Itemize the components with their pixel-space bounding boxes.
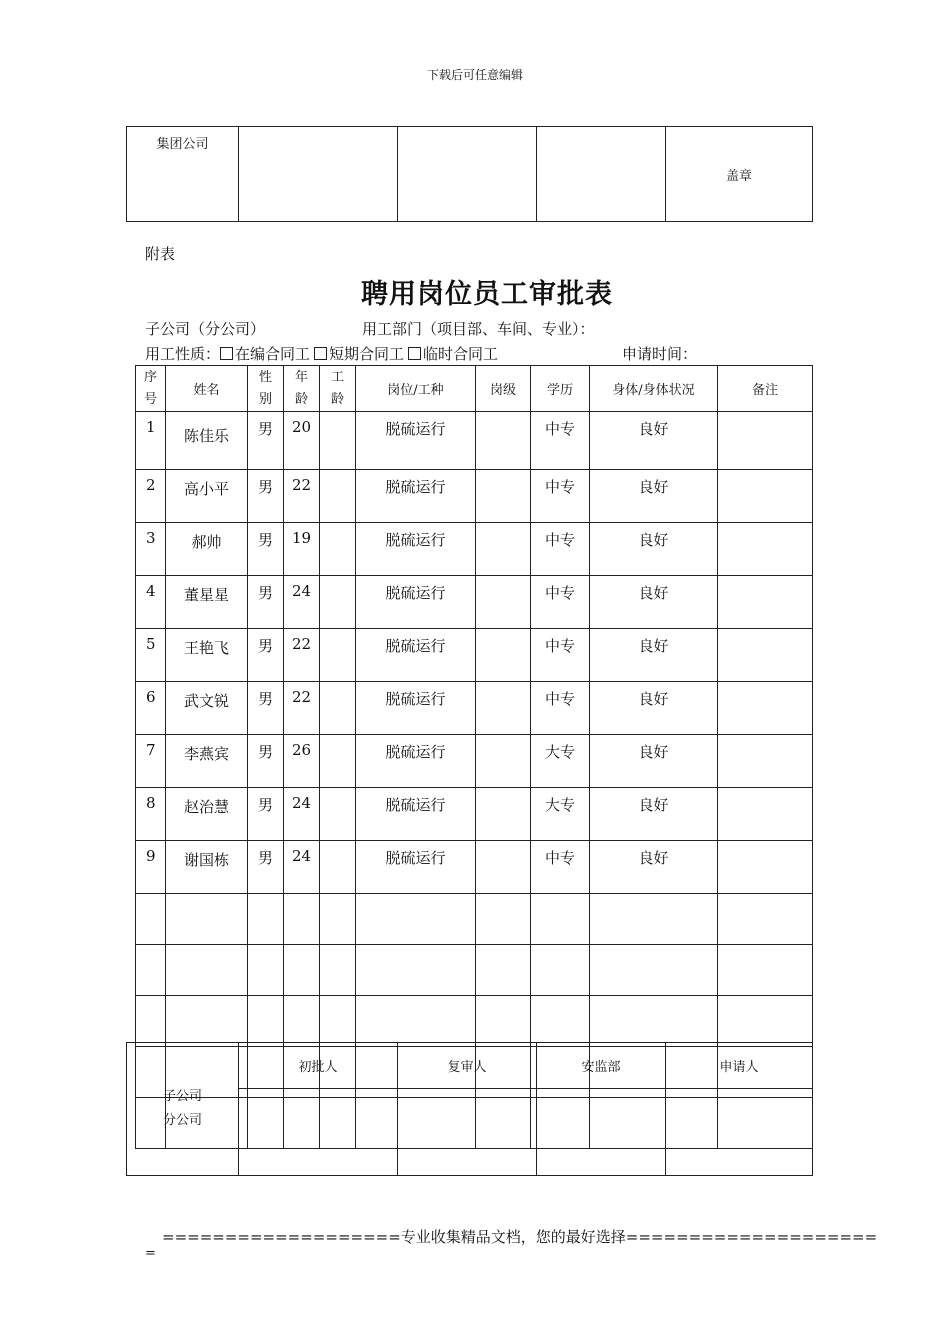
cell-education[interactable]: 大专 — [531, 788, 590, 841]
cell-post[interactable]: 脱硫运行 — [356, 523, 476, 576]
cell-age[interactable]: 22 — [284, 470, 320, 523]
apply-time-label: 申请时间： — [622, 345, 698, 363]
table-row — [136, 629, 813, 682]
reviewer-sign-cell[interactable] — [398, 1089, 537, 1176]
cell-post[interactable]: 脱硫运行 — [356, 412, 476, 470]
option-short-term: 短期合同工 — [329, 345, 405, 363]
empty-cell-remark[interactable] — [718, 894, 813, 945]
empty-cell-gender[interactable] — [248, 945, 284, 996]
empty-cell-name[interactable] — [166, 945, 248, 996]
header-post: 岗位/工种 — [356, 366, 476, 412]
cell-education[interactable]: 中专 — [531, 470, 590, 523]
cell-health[interactable]: 良好 — [590, 841, 718, 894]
header-gender: 性 别 — [248, 366, 284, 412]
cell-age[interactable]: 24 — [284, 576, 320, 629]
header-note: 下载后可任意编辑 — [426, 68, 523, 82]
empty-cell-education[interactable] — [531, 945, 590, 996]
cell-education[interactable]: 中专 — [531, 629, 590, 682]
cell-age[interactable]: 22 — [284, 682, 320, 735]
annex-label: 附表 — [145, 245, 176, 263]
cell-gender[interactable]: 男 — [248, 412, 284, 470]
cell-health[interactable]: 良好 — [590, 788, 718, 841]
cell-seq[interactable]: 9 — [136, 841, 166, 894]
option-staff: 在编合同工 — [235, 345, 311, 363]
cell-work-years[interactable] — [320, 412, 356, 470]
cell-seq[interactable]: 5 — [136, 629, 166, 682]
cell-health[interactable]: 良好 — [590, 412, 718, 470]
empty-cell-name[interactable] — [166, 996, 248, 1047]
approval-table — [126, 1042, 813, 1176]
header-level: 岗级 — [476, 366, 531, 412]
cell-gender[interactable]: 男 — [248, 682, 284, 735]
cell-remark[interactable] — [718, 470, 813, 523]
cell-health[interactable]: 良好 — [590, 682, 718, 735]
cell-name[interactable]: 陈佳乐 — [166, 412, 248, 470]
table-row — [136, 841, 813, 894]
empty-cell-health[interactable] — [590, 945, 718, 996]
empty-cell-level[interactable] — [476, 894, 531, 945]
cell-name[interactable]: 武文锐 — [166, 682, 248, 735]
cell-name[interactable]: 赵治慧 — [166, 788, 248, 841]
safety-dept-header: 安监部 — [537, 1043, 666, 1089]
cell-name[interactable]: 李燕宾 — [166, 735, 248, 788]
cell-seq[interactable]: 2 — [136, 470, 166, 523]
group-cell[interactable] — [537, 127, 666, 222]
cell-post[interactable]: 脱硫运行 — [356, 576, 476, 629]
cell-name[interactable]: 谢国栋 — [166, 841, 248, 894]
cell-level[interactable] — [476, 788, 531, 841]
empty-cell-age[interactable] — [284, 894, 320, 945]
checkbox-staff[interactable] — [220, 347, 233, 360]
group-company-table — [126, 126, 813, 222]
cell-remark[interactable] — [718, 841, 813, 894]
form-title: 聘用岗位员工审批表 — [361, 279, 613, 310]
empty-cell-post[interactable] — [356, 894, 476, 945]
table-row — [136, 576, 813, 629]
safety-dept-sign-cell[interactable] — [537, 1089, 666, 1176]
applicant-sign-cell[interactable] — [666, 1089, 813, 1176]
cell-remark[interactable] — [718, 788, 813, 841]
cell-remark[interactable] — [718, 576, 813, 629]
header-health: 身体/身体状况 — [590, 366, 718, 412]
cell-name[interactable]: 郝帅 — [166, 523, 248, 576]
cell-remark[interactable] — [718, 682, 813, 735]
cell-age[interactable]: 22 — [284, 629, 320, 682]
cell-gender[interactable]: 男 — [248, 470, 284, 523]
group-cell[interactable] — [398, 127, 537, 222]
empty-table-row — [136, 996, 813, 1047]
cell-seq[interactable]: 4 — [136, 576, 166, 629]
option-temporary: 临时合同工 — [423, 345, 499, 363]
cell-gender[interactable]: 男 — [248, 523, 284, 576]
cell-post[interactable]: 脱硫运行 — [356, 682, 476, 735]
cell-age[interactable]: 24 — [284, 841, 320, 894]
header-seq: 序 号 — [136, 366, 166, 412]
cell-level[interactable] — [476, 841, 531, 894]
empty-cell-name[interactable] — [166, 894, 248, 945]
cell-post[interactable]: 脱硫运行 — [356, 629, 476, 682]
empty-cell-education[interactable] — [531, 996, 590, 1047]
empty-cell-health[interactable] — [590, 894, 718, 945]
cell-education[interactable]: 中专 — [531, 841, 590, 894]
header-work-years: 工 龄 — [320, 366, 356, 412]
table-row — [136, 788, 813, 841]
cell-level[interactable] — [476, 629, 531, 682]
empty-cell-age[interactable] — [284, 996, 320, 1047]
cell-age[interactable]: 26 — [284, 735, 320, 788]
cell-name[interactable]: 董星星 — [166, 576, 248, 629]
employment-type-line — [145, 343, 498, 364]
empty-table-row — [136, 945, 813, 996]
empty-cell-post[interactable] — [356, 996, 476, 1047]
cell-level[interactable] — [476, 412, 531, 470]
footer-banner-tail: = — [145, 1246, 156, 1261]
group-cell[interactable] — [239, 127, 398, 222]
cell-age[interactable]: 24 — [284, 788, 320, 841]
cell-work-years[interactable] — [320, 629, 356, 682]
stamp-label: 盖章 — [666, 127, 813, 222]
reviewer-header: 复审人 — [398, 1043, 537, 1089]
table-row — [136, 523, 813, 576]
cell-level[interactable] — [476, 470, 531, 523]
cell-remark[interactable] — [718, 412, 813, 470]
applicant-header: 申请人 — [666, 1043, 813, 1089]
empty-cell-age[interactable] — [284, 945, 320, 996]
empty-cell-remark[interactable] — [718, 996, 813, 1047]
empty-cell-work-years[interactable] — [320, 996, 356, 1047]
empty-cell-seq[interactable] — [136, 894, 166, 945]
empty-cell-gender[interactable] — [248, 894, 284, 945]
empty-table-row — [136, 894, 813, 945]
cell-level[interactable] — [476, 682, 531, 735]
cell-remark[interactable] — [718, 629, 813, 682]
cell-education[interactable]: 大专 — [531, 735, 590, 788]
table-row — [136, 735, 813, 788]
cell-work-years[interactable] — [320, 788, 356, 841]
cell-level[interactable] — [476, 576, 531, 629]
cell-level[interactable] — [476, 523, 531, 576]
checkbox-temporary[interactable] — [408, 347, 421, 360]
group-company-label: 集团公司 — [127, 127, 239, 222]
approval-side-label: 子公司 分公司 — [127, 1043, 239, 1176]
empty-cell-health[interactable] — [590, 996, 718, 1047]
empty-cell-remark[interactable] — [718, 945, 813, 996]
first-approver-header: 初批人 — [239, 1043, 398, 1089]
cell-gender[interactable]: 男 — [248, 788, 284, 841]
cell-health[interactable]: 良好 — [590, 523, 718, 576]
cell-work-years[interactable] — [320, 470, 356, 523]
cell-seq[interactable]: 3 — [136, 523, 166, 576]
header-name: 姓名 — [166, 366, 248, 412]
header-remark: 备注 — [718, 366, 813, 412]
checkbox-short-term[interactable] — [314, 347, 327, 360]
cell-work-years[interactable] — [320, 735, 356, 788]
cell-work-years[interactable] — [320, 682, 356, 735]
cell-post[interactable]: 脱硫运行 — [356, 735, 476, 788]
staff-table — [135, 365, 813, 1149]
cell-work-years[interactable] — [320, 523, 356, 576]
empty-cell-education[interactable] — [531, 894, 590, 945]
cell-level[interactable] — [476, 735, 531, 788]
cell-name[interactable]: 高小平 — [166, 470, 248, 523]
empty-cell-level[interactable] — [476, 945, 531, 996]
cell-gender[interactable]: 男 — [248, 841, 284, 894]
empty-cell-seq[interactable] — [136, 945, 166, 996]
empty-cell-seq[interactable] — [136, 996, 166, 1047]
footer-banner: ===================专业收集精品文档，您的最好选择==================== — [162, 1228, 878, 1246]
table-header-row — [136, 366, 813, 412]
header-age: 年 龄 — [284, 366, 320, 412]
cell-seq[interactable]: 6 — [136, 682, 166, 735]
cell-education[interactable]: 中专 — [531, 576, 590, 629]
cell-age[interactable]: 19 — [284, 523, 320, 576]
subsidiary-label: 子公司（分公司） — [145, 320, 266, 338]
cell-gender[interactable]: 男 — [248, 576, 284, 629]
cell-education[interactable]: 中专 — [531, 682, 590, 735]
cell-name[interactable]: 王艳飞 — [166, 629, 248, 682]
cell-gender[interactable]: 男 — [248, 735, 284, 788]
cell-post[interactable]: 脱硫运行 — [356, 470, 476, 523]
table-row — [136, 412, 813, 470]
cell-post[interactable]: 脱硫运行 — [356, 841, 476, 894]
header-education: 学历 — [531, 366, 590, 412]
empty-cell-level[interactable] — [476, 996, 531, 1047]
employment-type-label: 用工性质： — [145, 345, 221, 363]
empty-cell-gender[interactable] — [248, 996, 284, 1047]
cell-education[interactable]: 中专 — [531, 523, 590, 576]
first-approver-sign-cell[interactable] — [239, 1089, 398, 1176]
cell-seq[interactable]: 7 — [136, 735, 166, 788]
cell-health[interactable]: 良好 — [590, 470, 718, 523]
cell-post[interactable]: 脱硫运行 — [356, 788, 476, 841]
cell-education[interactable]: 中专 — [531, 412, 590, 470]
cell-health[interactable]: 良好 — [590, 629, 718, 682]
cell-age[interactable]: 20 — [284, 412, 320, 470]
cell-remark[interactable] — [718, 523, 813, 576]
table-row — [136, 682, 813, 735]
table-row — [136, 470, 813, 523]
cell-gender[interactable]: 男 — [248, 629, 284, 682]
empty-cell-work-years[interactable] — [320, 945, 356, 996]
cell-remark[interactable] — [718, 735, 813, 788]
cell-health[interactable]: 良好 — [590, 735, 718, 788]
department-label: 用工部门（项目部、车间、专业）： — [362, 320, 595, 338]
empty-cell-post[interactable] — [356, 945, 476, 996]
cell-seq[interactable]: 8 — [136, 788, 166, 841]
cell-work-years[interactable] — [320, 576, 356, 629]
cell-health[interactable]: 良好 — [590, 576, 718, 629]
cell-work-years[interactable] — [320, 841, 356, 894]
cell-seq[interactable]: 1 — [136, 412, 166, 470]
empty-cell-work-years[interactable] — [320, 894, 356, 945]
